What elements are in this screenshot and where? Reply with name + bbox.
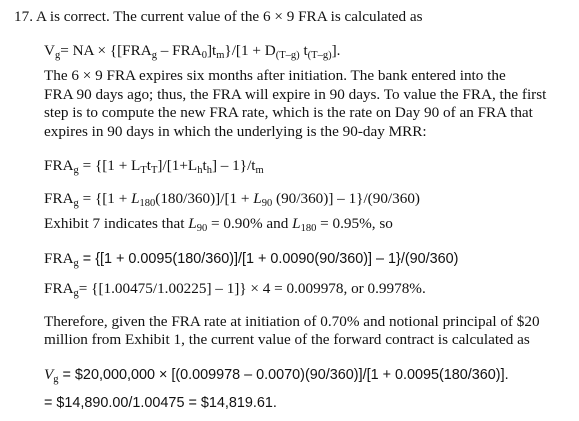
question-number: 17. <box>14 8 33 25</box>
fra-substituted-formula: $FRA_g = \{[1 + 0.0095(180/360)]/[1 + 0.0090(90/360)] - 1\}/(90/360)$ <box>44 250 459 269</box>
paragraph1-line: The 6 × 9 FRA expires six months after initiation. The bank entered into the <box>44 67 506 84</box>
fra-value-formula: $V_g=$ NA × $\{[FRA_g - FRA_0]t_m\}/[1 + D_{(T-g)}$ $t_{(T-g)}$]. <box>44 42 341 61</box>
final-value-line: = $14,890.00/1.00475 = $14,819.61. <box>44 395 277 411</box>
question-line <box>14 8 423 26</box>
paragraph1-line: expires in 90 days in which the underlying is the 90-day MRR: <box>44 123 427 140</box>
paragraph2-line: million from Exhibit 1, the current value of the forward contract is calculated as <box>44 331 530 348</box>
paragraph1-line: FRA 90 days ago; thus, the FRA will expire in 90 days. To value the FRA, the first <box>44 86 547 103</box>
paragraph2-line: Therefore, given the FRA rate at initiation of 0.70% and notional principal of $20 <box>44 313 540 330</box>
fra-general-formula: $FRA_g = \{[1 + L_Tt_T]/[1+L_ht_h] - 1\}/t_m$ <box>44 157 264 176</box>
question-intro: A is correct. The current value of the 6 × 9 FRA is calculated as <box>35 8 423 25</box>
exhibit-reference-line: Exhibit 7 indicates that $L_{90} = 0.90\%$ and $L_{180} = 0.95\%$, so <box>44 215 393 234</box>
fra-result-formula: $FRA_g= \{[1.00475/1.00225] - 1]\} \times 4 = 0.009978$, or 0.9978%. <box>44 280 426 299</box>
fra-numeric-formula: $FRA_g = \{[1 + L_{180}(180/360)]/[1 + L_{90}$ (90/360)] – 1}/(90/360) <box>44 190 420 209</box>
paragraph1-line: step is to compute the new FRA rate, which is the rate on Day 90 of an FRA that <box>44 104 533 121</box>
vg-formula: $V_g$ = $20,000,000 × [(0.009978 – 0.0070)(90/360)]/[1 + 0.0095(180/360)]. <box>44 366 509 385</box>
